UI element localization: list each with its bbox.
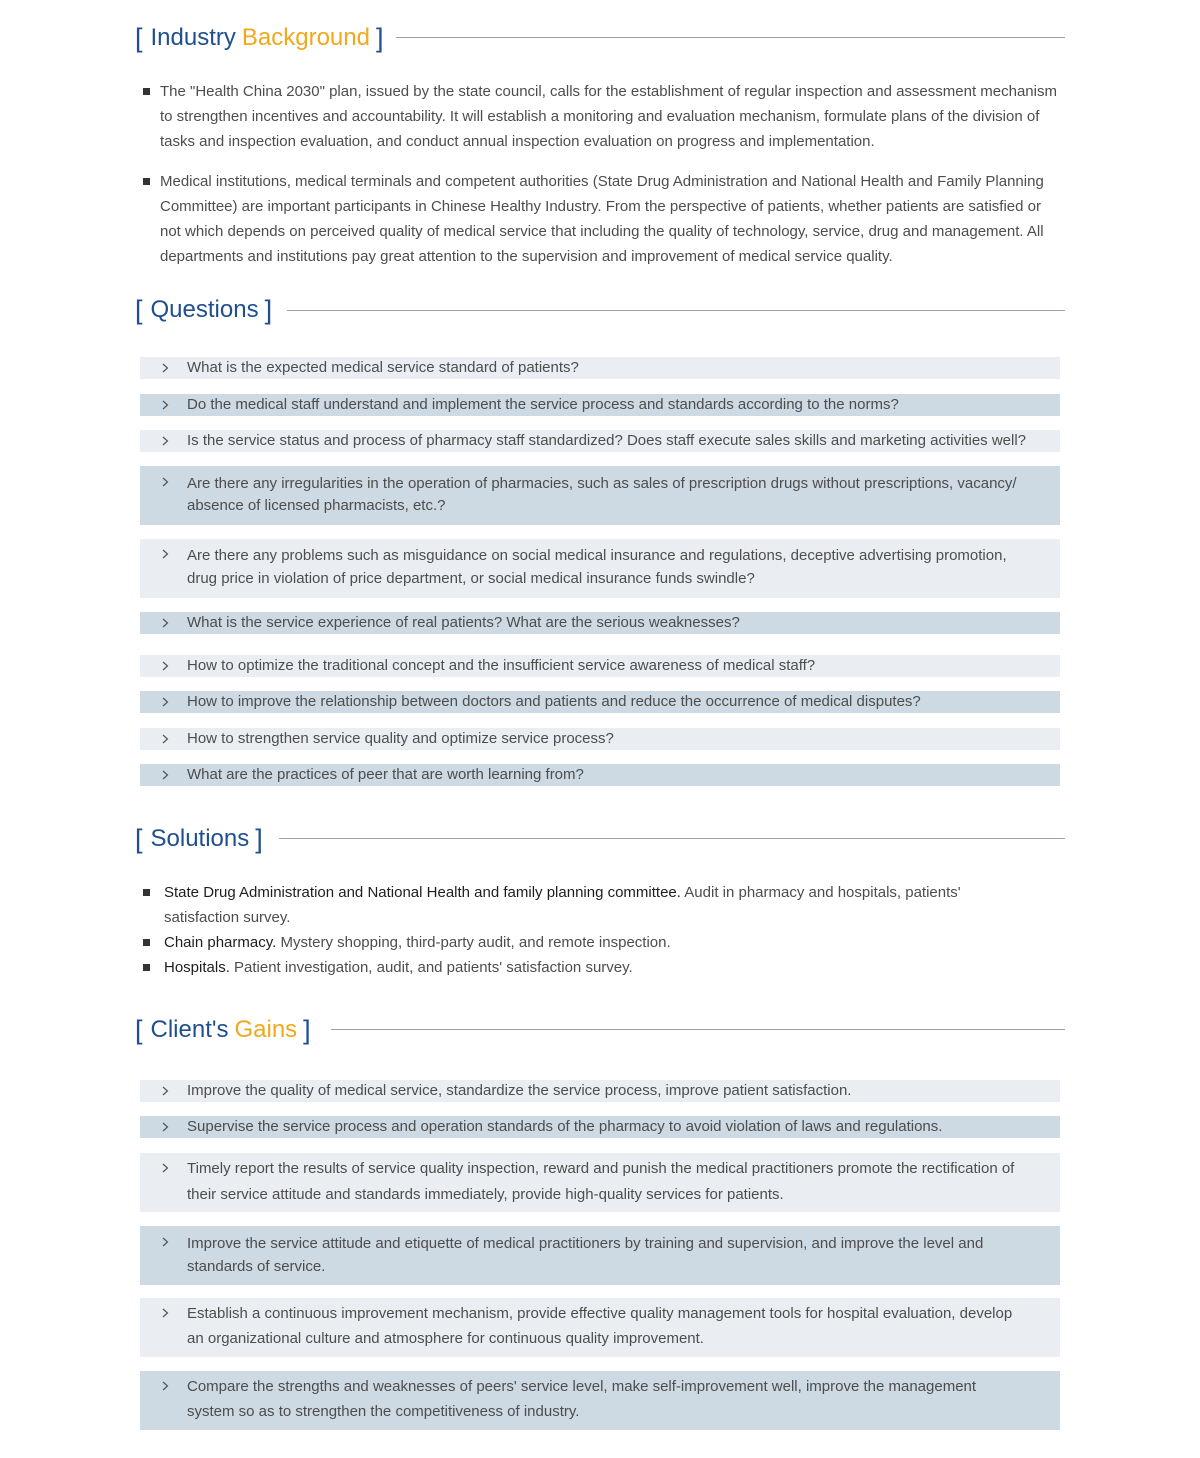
chevron-right-icon xyxy=(160,661,170,671)
gain-item: Timely report the results of service quality inspection, reward and punish the medical practitioners promote the rectification of their service attitude and standards immediately, provide high-quality services for patients. xyxy=(140,1153,1060,1212)
chevron-right-icon xyxy=(160,363,170,373)
chevron-right-icon xyxy=(160,1122,170,1132)
chevron-right-icon xyxy=(160,1086,170,1096)
heading-title: Questions xyxy=(150,296,259,323)
heading-rule xyxy=(279,838,1065,839)
close-bracket: ] xyxy=(255,823,263,854)
chevron-right-icon xyxy=(160,477,170,487)
open-bracket: [ xyxy=(135,1014,143,1045)
close-bracket: ] xyxy=(375,22,384,53)
heading-part1: Industry xyxy=(150,24,236,51)
chevron-right-icon xyxy=(160,1237,170,1247)
question-item: Is the service status and process of pharmacy staff standardized? Does staff execute sales skills and marketing activities well? xyxy=(140,430,1060,452)
question-item: How to improve the relationship between doctors and patients and reduce the occurrence of medical disputes? xyxy=(140,691,1060,713)
gain-item: Improve the quality of medical service, standardize the service process, improve patient satisfaction. xyxy=(140,1080,1060,1102)
question-item: How to strengthen service quality and optimize service process? xyxy=(140,728,1060,750)
gain-item: Compare the strengths and weaknesses of peers' service level, make self-improvement well, improve the management system so as to strengthen the competitiveness of industry. xyxy=(140,1371,1060,1430)
heading-rule xyxy=(331,1029,1065,1030)
chevron-right-icon xyxy=(160,1163,170,1173)
heading-rule xyxy=(287,310,1065,311)
chevron-right-icon xyxy=(160,734,170,744)
bullet-square-icon xyxy=(143,939,150,946)
questions-heading xyxy=(135,294,272,326)
chevron-right-icon xyxy=(160,549,170,559)
background-paragraph: Medical institutions, medical terminals and competent authorities (State Drug Administration and National Health and Family Planning Committee) are important participants in Chinese Healthy Industry. From the perspective of patients, whether patients are satisfied or not which depends on perceived quality of medical service that including the quality of technology, service, drug and management. All departments and institutions pay great attention to the supervision and improvement of medical service quality. xyxy=(140,169,1065,269)
close-bracket: ] xyxy=(264,294,273,325)
gain-item: Improve the service attitude and etiquette of medical practitioners by training and supervision, and improve the level and standards of service. xyxy=(140,1226,1060,1285)
question-item: What is the expected medical service standard of patients? xyxy=(140,357,1060,379)
bullet-square-icon xyxy=(143,88,150,95)
bullet-square-icon xyxy=(143,964,150,971)
solution-item: Hospitals. Patient investigation, audit, and patients' satisfaction survey. xyxy=(140,955,1000,980)
chevron-right-icon xyxy=(160,1381,170,1391)
solution-item: Chain pharmacy. Mystery shopping, third-party audit, and remote inspection. xyxy=(140,930,1000,955)
question-item: Are there any problems such as misguidance on social medical insurance and regulations, deceptive advertising promotion, drug price in violation of price department, or social medical insurance funds swindle? xyxy=(140,539,1060,598)
chevron-right-icon xyxy=(160,697,170,707)
question-item: What are the practices of peer that are worth learning from? xyxy=(140,764,1060,786)
open-bracket: [ xyxy=(135,823,143,854)
question-item: Are there any irregularities in the operation of pharmacies, such as sales of prescription drugs without prescriptions, vacancy/ absence of licensed pharmacists, etc.? xyxy=(140,466,1060,525)
bullet-square-icon xyxy=(143,178,150,185)
close-bracket: ] xyxy=(303,1014,311,1045)
solutions-heading xyxy=(135,823,263,855)
bullet-square-icon xyxy=(143,889,150,896)
heading-rule xyxy=(396,37,1065,38)
heading-part1: Client's xyxy=(150,1016,229,1043)
gain-item: Establish a continuous improvement mechanism, provide effective quality management tools for hospital evaluation, develop an organizational culture and atmosphere for continuous quality improvement. xyxy=(140,1298,1060,1357)
chevron-right-icon xyxy=(160,618,170,628)
chevron-right-icon xyxy=(160,436,170,446)
industry-background-heading xyxy=(135,22,384,54)
question-item: What is the service experience of real patients? What are the serious weaknesses? xyxy=(140,612,1060,634)
heading-part2: Background xyxy=(241,24,370,51)
solutions-list xyxy=(140,880,1000,980)
question-item: How to optimize the traditional concept and the insufficient service awareness of medical staff? xyxy=(140,655,1060,677)
question-item: Do the medical staff understand and implement the service process and standards according to the norms? xyxy=(140,394,1060,416)
background-paragraphs xyxy=(140,79,1065,269)
chevron-right-icon xyxy=(160,770,170,780)
chevron-right-icon xyxy=(160,1308,170,1318)
solution-item: State Drug Administration and National Health and family planning committee. Audit in pharmacy and hospitals, patients' satisfaction survey. xyxy=(140,880,1000,930)
gains-heading xyxy=(135,1014,311,1046)
chevron-right-icon xyxy=(160,400,170,410)
open-bracket: [ xyxy=(135,294,143,325)
open-bracket: [ xyxy=(135,22,143,53)
background-paragraph: The "Health China 2030" plan, issued by the state council, calls for the establishment of regular inspection and assessment mechanism to strengthen incentives and accountability. It will establish a monitoring and evaluation mechanism, formulate plans of the division of tasks and inspection evaluation, and conduct annual inspection evaluation on progress and implementation. xyxy=(140,79,1065,154)
heading-part2: Gains xyxy=(234,1016,298,1043)
heading-title: Solutions xyxy=(150,825,250,852)
gain-item: Supervise the service process and operation standards of the pharmacy to avoid violation of laws and regulations. xyxy=(140,1116,1060,1138)
